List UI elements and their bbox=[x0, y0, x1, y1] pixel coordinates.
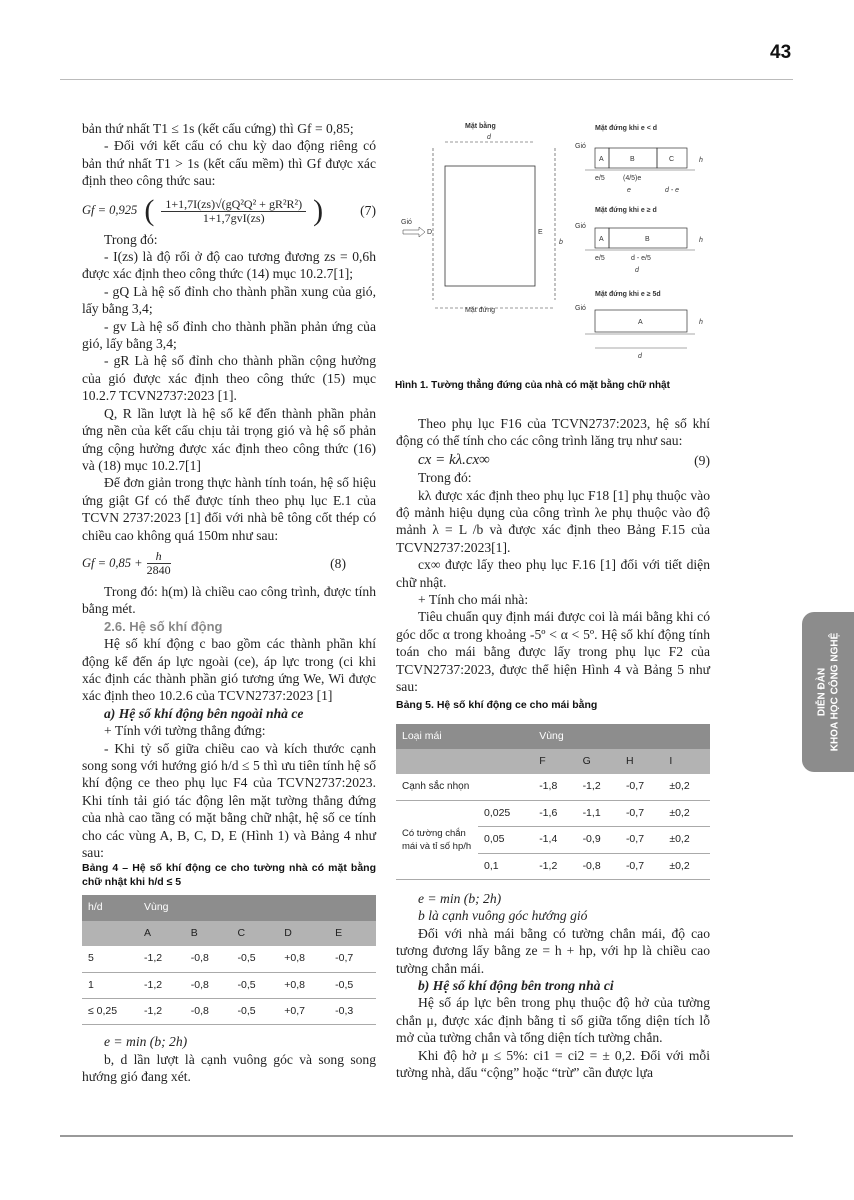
paragraph: kλ được xác định theo phụ lục F18 [1] phụ thuộc vào độ mảnh hiệu dụng của công trình λe phụ thuộc vào độ mảnh λ = L /b và được xác định theo Bảng F.15 của TCVN2737:2023[1]. bbox=[396, 487, 710, 555]
paragraph: Đối với nhà mái bằng có tường chắn mái, độ cao tương đương lấy bằng ze = h + hp, với hp là chiều cao tường chắn mái. bbox=[396, 925, 710, 976]
eq7-number: (7) bbox=[360, 203, 376, 219]
table-row: 0,05 -1,4 -0,9 -0,7 ±0,2 bbox=[396, 827, 710, 853]
equation-7: Gf = 0,925 ( $\frac{\text{1+1,7I(zs)√(gQ²Q² + gR²R²)}}{\text{1+1,7gvI(zs)}}$ ) (7) bbox=[82, 194, 376, 228]
eq9-formula: cx = kλ.cx∞ bbox=[418, 451, 490, 468]
table-row: Có tường chắn mái và tỉ số hp/h 0,025 -1,6 -1,1 -0,7 ±0,2 bbox=[396, 800, 710, 826]
case3-title: Mặt đứng khi e ≥ 5d bbox=[595, 291, 661, 298]
equation-8 bbox=[82, 550, 376, 577]
table-row: ≤ 0,25 -1,2 -0,8 -0,5 +0,7 -0,3 bbox=[82, 999, 376, 1025]
eq7-lhs: Gf = 0,925 bbox=[82, 203, 138, 218]
table-row: 1 -1,2 -0,8 -0,5 +0,8 -0,5 bbox=[82, 972, 376, 998]
case1-title: Mặt đứng khi e < d bbox=[595, 125, 658, 132]
right-column bbox=[396, 415, 710, 1081]
paragraph: Trong đó: bbox=[418, 470, 472, 486]
eq8-fraction bbox=[147, 550, 171, 577]
top-rule bbox=[60, 79, 793, 80]
plan-b-label: b bbox=[559, 239, 563, 246]
svg-text:A: A bbox=[599, 236, 604, 243]
svg-text:Gió: Gió bbox=[575, 223, 586, 230]
paragraph: cx∞ được lấy theo phụ lục F.16 [1] đối với tiết diện chữ nhật. bbox=[396, 557, 710, 590]
eq8-denominator: 2840 bbox=[146, 562, 171, 577]
zone-d-label: D bbox=[427, 229, 433, 236]
svg-text:h: h bbox=[699, 319, 703, 326]
paragraph: + Tính với tường thẳng đứng: bbox=[104, 723, 266, 739]
svg-text:Gió: Gió bbox=[575, 143, 586, 150]
table-row: 5 -1,2 -0,8 -0,5 +0,8 -0,7 bbox=[82, 946, 376, 972]
paragraph: + Tính cho mái nhà: bbox=[418, 592, 529, 608]
paragraph: bản thứ nhất T1 ≤ 1s (kết cấu cứng) thì Gf = 0,85; bbox=[82, 121, 354, 136]
svg-text:h: h bbox=[699, 237, 703, 244]
subsection-heading: b) Hệ số khí động bên trong nhà ci bbox=[418, 977, 614, 993]
eq7-fraction bbox=[161, 198, 306, 225]
case2-title: Mặt đứng khi e ≥ d bbox=[595, 207, 657, 214]
table-row: 0,1 -1,2 -0,8 -0,7 ±0,2 bbox=[396, 853, 710, 879]
paragraph: Theo phụ lục F16 của TCVN2737:2023, hệ số khí động có thể tính cho các công trình lăng trụ như sau: bbox=[396, 416, 710, 449]
svg-text:d: d bbox=[635, 267, 639, 274]
subsection-heading: a) Hệ số khí động bên ngoài nhà ce bbox=[104, 705, 304, 721]
table-header: F bbox=[533, 749, 576, 774]
svg-text:d - e: d - e bbox=[665, 187, 680, 194]
paragraph: - gv Là hệ số đỉnh cho thành phần phản ứng của gió, lấy bằng 3,4; bbox=[82, 318, 376, 352]
table-header: h/d bbox=[82, 895, 138, 920]
eq8-numerator: h bbox=[147, 550, 171, 564]
table-header: G bbox=[577, 749, 620, 774]
svg-text:C: C bbox=[669, 156, 675, 163]
figure-1 bbox=[395, 120, 725, 370]
paragraph: Hệ số khí động c bao gồm các thành phần khí động kể đến áp lực ngoài (ce), áp lực trong (ci khi xác định các thành phần gió tương ứng We, Wi được xác định theo 10.2.6 của TCVN2737:2023 [1] bbox=[82, 636, 376, 704]
eq7-numerator: 1+1,7I(zs)√(gQ²Q² + gR²R²) bbox=[161, 198, 306, 212]
paragraph: Q, R lần lượt là hệ số kể đến thành phần phản ứng nền của kết cấu chịu tải trọng gió và hệ số phản ứng cộng hưởng được xác định theo công thức (16) và (18) mục 10.2.7[1] bbox=[82, 405, 376, 473]
table-header: Vùng bbox=[138, 895, 376, 920]
plan-title: Mặt bằng bbox=[465, 123, 496, 130]
table5 bbox=[396, 724, 710, 880]
svg-text:B: B bbox=[630, 156, 635, 163]
table-header: A bbox=[138, 921, 185, 946]
paragraph: - gQ Là hệ số đỉnh cho thành phần xung của gió, lấy bằng 3,4; bbox=[82, 283, 376, 317]
paragraph: e = min (b; 2h) bbox=[104, 1034, 188, 1050]
eq8-number: (8) bbox=[330, 555, 346, 571]
table4 bbox=[82, 895, 376, 1025]
bottom-rule bbox=[60, 1135, 793, 1137]
paragraph: Hệ số áp lực bên trong phụ thuộc độ hở của tường chắn μ, được xác định bằng tỉ số giữa tổng diện tích lỗ mở của tường chắn và tổng diện tích tường chắn. bbox=[396, 995, 710, 1046]
table-header: Vùng bbox=[533, 724, 710, 749]
plan-d-label: d bbox=[487, 134, 491, 141]
plan-rectangle bbox=[445, 166, 535, 286]
svg-text:e/5: e/5 bbox=[595, 175, 605, 182]
paragraph: Trong đó: bbox=[104, 231, 158, 247]
paragraph: b là cạnh vuông góc hướng gió bbox=[418, 908, 588, 924]
table-header: E bbox=[329, 921, 376, 946]
paragraph: Trong đó: h(m) là chiều cao công trình, được tính bằng mét. bbox=[82, 583, 376, 617]
paragraph: Tiêu chuẩn quy định mái được coi là mái bằng khi có góc dốc α trong khoảng -5º < α < 5º. Hệ số khí động tính toán cho mái bằng được lấy trong phụ lục F2 của TCVN2737:2023, được thể hiện Hình 4 và Bảng 5 như sau: bbox=[396, 609, 710, 695]
section-heading: 2.6. Hệ số khí động bbox=[104, 618, 223, 634]
svg-text:A: A bbox=[638, 319, 643, 326]
page-number: 43 bbox=[770, 42, 792, 63]
side-tab-line1: DIỄN ĐÀN bbox=[816, 667, 827, 717]
svg-text:Gió: Gió bbox=[575, 305, 586, 312]
svg-text:e: e bbox=[627, 187, 631, 194]
figure-caption: Hình 1. Tường thẳng đứng của nhà có mặt bằng chữ nhật bbox=[395, 380, 670, 391]
svg-text:(4/5)e: (4/5)e bbox=[623, 175, 642, 182]
elevation-label: Mặt đứng bbox=[465, 307, 495, 314]
svg-text:d - e/5: d - e/5 bbox=[631, 255, 651, 262]
table-header: B bbox=[185, 921, 232, 946]
eq7-denominator: 1+1,7gvI(zs) bbox=[202, 210, 265, 225]
svg-text:e/5: e/5 bbox=[595, 255, 605, 262]
table-header: D bbox=[278, 921, 329, 946]
paragraph: b, d lần lượt là cạnh vuông góc và song song hướng gió đang xét. bbox=[82, 1051, 376, 1085]
paragraph: Khi độ hở μ ≤ 5%: ci1 = ci2 = ± 0,2. Đối với mỗi tường nhà, dấu “cộng” hoặc “trừ” cần được lựa bbox=[396, 1047, 710, 1080]
table-header: C bbox=[232, 921, 279, 946]
paragraph: Để đơn giản trong thực hành tính toán, hệ số hiệu ứng giật Gf có thể được tính theo phụ lục E.1 của TCVN 2737:2023 [1] đối với nhà bê tông cốt thép có chiều cao không quá 150m như sau: bbox=[82, 475, 376, 543]
side-tab bbox=[802, 612, 854, 772]
eq8-lhs: Gf = 0,85 + bbox=[82, 555, 143, 570]
paragraph: e = min (b; 2h) bbox=[418, 890, 502, 906]
svg-text:h: h bbox=[699, 157, 703, 164]
svg-text:B: B bbox=[645, 236, 650, 243]
wind-label: Gió bbox=[401, 219, 412, 226]
side-tab-line2: KHOA HỌC CÔNG NGHỆ bbox=[829, 632, 840, 752]
table-row: Cạnh sắc nhọn -1,8 -1,2 -0,7 ±0,2 bbox=[396, 774, 710, 800]
paragraph: - gR Là hệ số đỉnh cho thành phần cộng hưởng của gió được xác định theo công thức (15) mục 10.2.7 TCVN2737:2023 [1]. bbox=[82, 353, 376, 404]
paragraph: - Khi tỷ số giữa chiều cao và kích thước cạnh song song với hướng gió h/d ≤ 5 thì ưu tiên tính hệ số khí động ce theo phụ lục F4 của TCVN2737:2023. Khi tính tải gió tác động lên mặt tường thẳng đứng của nhà cao tầng có mặt bằng chữ nhật, hệ số ce tính cho các vùng A, B, C, D, E (Hình 1) và Bảng 4 như sau: bbox=[82, 740, 376, 861]
left-column bbox=[82, 120, 376, 1086]
eq9-number: (9) bbox=[694, 452, 710, 468]
table5-caption: Bảng 5. Hệ số khí động ce cho mái bằng bbox=[396, 698, 598, 711]
equation-9 bbox=[418, 452, 710, 469]
zone-e-label: E bbox=[538, 229, 543, 236]
table-header: I bbox=[663, 749, 710, 774]
table-header: H bbox=[620, 749, 663, 774]
table4-caption: Bảng 4 – Hệ số khí động ce cho tường nhà có mặt bằng chữ nhật khi h/d ≤ 5 bbox=[82, 862, 376, 889]
paragraph: - I(zs) là độ rối ở độ cao tương đương zs = 0,6h được xác định theo công thức (14) mục 10.2.7[1]; bbox=[82, 249, 376, 282]
paragraph: - Đối với kết cấu có chu kỳ dao động riêng có bản thứ nhất T1 > 1s (kết cấu mềm) thì Gf được xác định theo công thức sau: bbox=[82, 138, 376, 189]
table-header: Loại mái bbox=[396, 724, 533, 749]
svg-text:d: d bbox=[638, 353, 642, 360]
svg-text:A: A bbox=[599, 156, 604, 163]
